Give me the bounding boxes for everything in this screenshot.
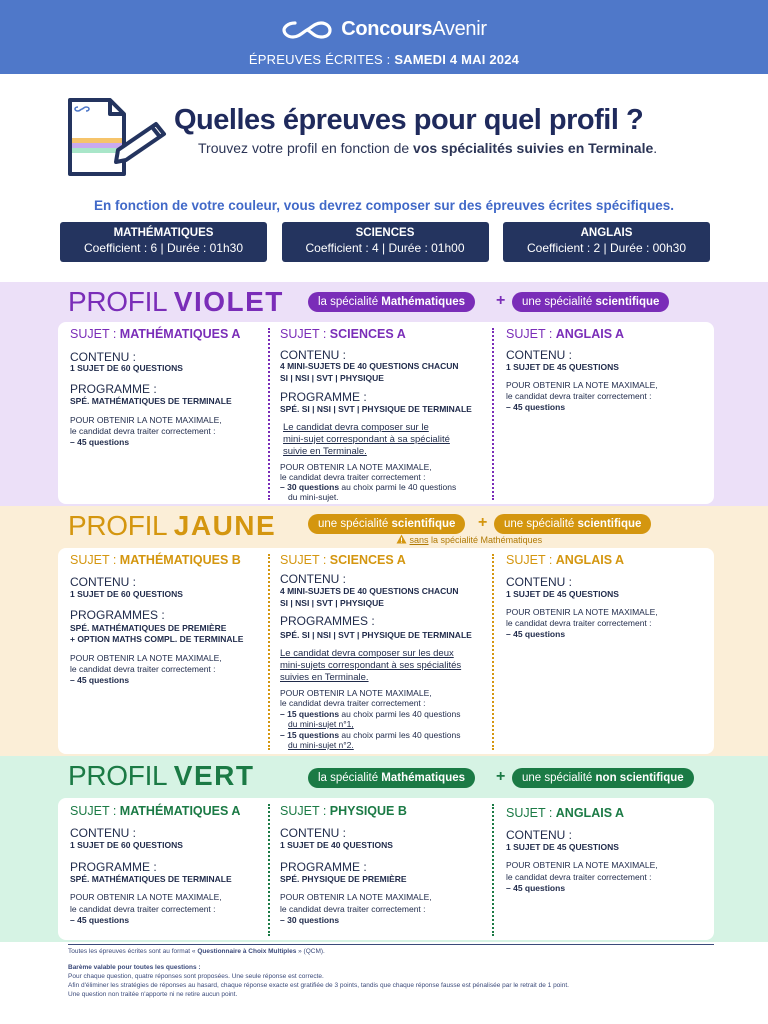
contenu-value: SI | NSI | SVT | PHYSIQUE [280, 373, 384, 383]
note-max-questions: – 30 questions [280, 482, 340, 492]
profile-color-name: JAUNE [173, 510, 277, 541]
document-pen-icon [66, 96, 172, 178]
exam-date-value: SAMEDI 4 MAI 2024 [394, 52, 520, 67]
profile-color-name: VERT [173, 760, 255, 791]
composition-note: Le candidat devra composer sur les deux [280, 648, 454, 659]
programme-label: PROGRAMME : [70, 860, 157, 874]
note-max-line: POUR OBTENIR LA NOTE MAXIMALE, [70, 892, 222, 902]
coef-name: ANGLAIS [580, 227, 633, 239]
contenu-label: CONTENU : [70, 350, 136, 364]
profile-vert-title [68, 760, 254, 792]
profile-jaune-pill-2 [494, 514, 651, 534]
note-max-line: du mini-sujet n°2. [288, 740, 354, 750]
programme-label: PROGRAMMES : [70, 608, 165, 622]
sujet-prefix: SUJET : [280, 804, 330, 818]
programme-label: PROGRAMME : [280, 390, 367, 404]
note-max-questions: – 30 questions [280, 915, 340, 925]
coef-box-anglais [503, 222, 710, 262]
contenu-value: 1 SUJET DE 60 QUESTIONS [70, 363, 183, 373]
header-bar [0, 0, 768, 74]
brand-name-thin: Avenir [432, 18, 487, 40]
sujet-name: SCIENCES A [329, 327, 406, 341]
note-max-line: POUR OBTENIR LA NOTE MAXIMALE, [280, 462, 432, 472]
coef-name: SCIENCES [355, 227, 415, 239]
concoursavenir-logo-icon [281, 19, 333, 41]
note-max-line: POUR OBTENIR LA NOTE MAXIMALE, [70, 653, 222, 663]
sujet-prefix: SUJET : [70, 804, 120, 818]
sujet-title [280, 804, 407, 818]
contenu-label: CONTENU : [506, 348, 572, 362]
column-divider [268, 804, 270, 936]
warning-rest: la spécialité Mathématiques [428, 535, 543, 545]
footer-divider [68, 944, 714, 945]
contenu-value: 1 SUJET DE 40 QUESTIONS [280, 840, 393, 850]
note-max-line: le candidat devra traiter correctement : [70, 426, 216, 436]
note-max-line: du mini-sujet n°1, [288, 719, 354, 729]
note-max-questions: – 45 questions [70, 675, 130, 685]
sujet-name: MATHÉMATIQUES A [119, 804, 241, 818]
sujet-name: MATHÉMATIQUES A [119, 327, 241, 341]
footer-bareme-line: Pour chaque question, quatre réponses sont proposées. Une seule réponse est correcte. [68, 973, 324, 980]
coef-box-math [60, 222, 267, 262]
profile-word: PROFIL [68, 760, 174, 791]
page-title: Quelles épreuves pour quel profil ? [174, 104, 644, 136]
footer-text: » (QCM). [296, 948, 325, 955]
pill-bold: scientifique [391, 518, 456, 530]
sujet-title [280, 553, 406, 567]
profile-word: PROFIL [68, 510, 174, 541]
column-divider [268, 554, 270, 750]
coef-name: MATHÉMATIQUES [113, 227, 214, 239]
profile-jaune-section [0, 506, 768, 756]
footer-bareme-title: Barème valable pour toutes les questions : [68, 964, 201, 971]
brand [0, 18, 768, 41]
profile-violet-pill-1 [308, 292, 475, 312]
subtitle-prefix: Trouvez votre profil en fonction de [198, 140, 414, 156]
sujet-name: PHYSIQUE B [329, 804, 407, 818]
pill-text: une spécialité [318, 518, 392, 530]
brand-name-bold: Concours [341, 18, 433, 40]
contenu-label: CONTENU : [506, 828, 572, 842]
footer-format [68, 948, 325, 957]
programme-value: SPÉ. SI | NSI | SVT | PHYSIQUE DE TERMINALE [280, 630, 472, 640]
profile-jaune-card [58, 548, 714, 754]
contenu-value: 1 SUJET DE 45 QUESTIONS [506, 589, 619, 599]
profile-vert-pill-1 [308, 768, 475, 788]
profile-violet-card [58, 322, 714, 504]
contenu-label: CONTENU : [280, 826, 346, 840]
profile-jaune-title [68, 510, 276, 542]
pill-text: une spécialité [522, 296, 596, 308]
sujet-prefix: SUJET : [280, 327, 330, 341]
subtitle-suffix: . [653, 140, 658, 156]
profile-vert-section [0, 756, 768, 942]
sujet-title [506, 553, 624, 567]
coef-info: Coefficient : 4 | Durée : 01h00 [305, 241, 465, 255]
contenu-label: CONTENU : [70, 575, 136, 589]
note-max-rest: au choix parmi le 40 questions [339, 482, 457, 492]
note-max-line: le candidat devra traiter correctement : [506, 391, 652, 401]
plus-sign: + [496, 768, 506, 785]
sujet-prefix: SUJET : [506, 327, 556, 341]
contenu-value: 1 SUJET DE 60 QUESTIONS [70, 840, 183, 850]
footer-text-bold: Questionnaire à Choix Multiples [197, 948, 297, 955]
profile-jaune-pill-1 [308, 514, 465, 534]
programme-value: SPÉ. SI | NSI | SVT | PHYSIQUE DE TERMINALE [280, 404, 472, 414]
composition-note: suivie en Terminale. [283, 446, 367, 457]
coefficients-row [60, 222, 710, 262]
note-max-questions: – 45 questions [70, 437, 130, 447]
sujet-name: ANGLAIS A [555, 806, 625, 820]
exam-date-prefix: ÉPREUVES ÉCRITES : [248, 52, 395, 67]
column-divider [492, 328, 494, 500]
contenu-value: 4 MINI-SUJETS DE 40 QUESTIONS CHACUN [280, 586, 459, 596]
note-max-line: POUR OBTENIR LA NOTE MAXIMALE, [70, 415, 222, 425]
contenu-value: 4 MINI-SUJETS DE 40 QUESTIONS CHACUN [280, 361, 459, 371]
note-max-line: le candidat devra traiter correctement : [280, 698, 426, 708]
note-max-questions: – 45 questions [506, 883, 566, 893]
coef-box-sciences [282, 222, 489, 262]
sujet-name: MATHÉMATIQUES B [119, 553, 241, 567]
composition-note: suivies en Terminale. [280, 672, 369, 683]
profile-violet-title [68, 286, 284, 318]
column-divider [492, 804, 494, 936]
profile-color-name: VIOLET [173, 286, 284, 317]
subtitle-bold: vos spécialités suivies en Terminale [413, 140, 654, 156]
note-max-rest: au choix parmi les 40 questions [339, 709, 461, 719]
page-subtitle [198, 140, 657, 156]
sujet-title [70, 327, 240, 341]
profile-vert-pill-2 [512, 768, 694, 788]
note-max-questions: – 45 questions [506, 629, 566, 639]
note-max-line: POUR OBTENIR LA NOTE MAXIMALE, [506, 607, 658, 617]
note-max-questions: – 45 questions [70, 915, 130, 925]
note-max-line: POUR OBTENIR LA NOTE MAXIMALE, [280, 892, 432, 902]
programme-label: PROGRAMMES : [280, 614, 375, 628]
pill-text: la spécialité [318, 772, 382, 784]
note-max-questions: – 45 questions [506, 402, 566, 412]
pill-text: une spécialité [504, 518, 578, 530]
sujet-title [506, 806, 624, 820]
programme-value: + OPTION MATHS COMPL. DE TERMINALE [70, 634, 244, 644]
note-max-line: le candidat devra traiter correctement : [506, 618, 652, 628]
contenu-value: 1 SUJET DE 60 QUESTIONS [70, 589, 183, 599]
brand-name [341, 18, 486, 41]
note-max-line: le candidat devra traiter correctement : [506, 872, 652, 882]
warning-icon [396, 534, 407, 544]
sujet-title [280, 327, 406, 341]
sujet-prefix: SUJET : [280, 553, 330, 567]
sujet-prefix: SUJET : [70, 327, 120, 341]
sujet-prefix: SUJET : [70, 553, 120, 567]
plus-sign: + [478, 514, 488, 531]
composition-note: mini-sujets correspondant à ses spécialités [280, 660, 462, 671]
intro-text: En fonction de votre couleur, vous devrez composer sur des épreuves écrites spécifiques. [94, 198, 674, 213]
note-max-line: du mini-sujet. [288, 492, 339, 502]
programme-label: PROGRAMME : [280, 860, 367, 874]
footer-bareme-line: Afin d'éliminer les stratégies de réponses au hasard, chaque réponse exacte est gratifiée de 3 points, tandis que chaque réponse fausse est pénalisée par le retrait de 1 point. [68, 982, 569, 989]
footer-bareme-line: Une question non traitée n'apporte ni ne retire aucun point. [68, 991, 238, 998]
sujet-name: ANGLAIS A [555, 327, 625, 341]
footer-text: Toutes les épreuves écrites sont au format « [68, 948, 198, 955]
note-max-line: POUR OBTENIR LA NOTE MAXIMALE, [280, 688, 432, 698]
note-max-line: le candidat devra traiter correctement : [70, 904, 216, 914]
programme-value: SPÉ. PHYSIQUE DE PREMIÈRE [280, 874, 407, 884]
sujet-name: ANGLAIS A [555, 553, 625, 567]
profile-violet-pill-2 [512, 292, 669, 312]
pill-bold: Mathématiques [381, 296, 466, 308]
profile-vert-card [58, 798, 714, 940]
contenu-value: 1 SUJET DE 45 QUESTIONS [506, 842, 619, 852]
pill-bold: scientifique [595, 296, 660, 308]
column-divider [492, 554, 494, 750]
coef-info: Coefficient : 2 | Durée : 00h30 [527, 241, 686, 255]
sujet-prefix: SUJET : [506, 806, 556, 820]
note-max-questions: – 15 questions [280, 730, 340, 740]
sujet-title [70, 804, 240, 818]
note-max-line: le candidat devra traiter correctement : [280, 472, 426, 482]
warning-note [396, 534, 542, 546]
pill-text: la spécialité [318, 296, 382, 308]
programme-value: SPÉ. MATHÉMATIQUES DE PREMIÈRE [70, 623, 227, 633]
note-max-rest: au choix parmi les 40 questions [339, 730, 461, 740]
note-max-line: POUR OBTENIR LA NOTE MAXIMALE, [506, 380, 658, 390]
note-max-line: le candidat devra traiter correctement : [280, 904, 426, 914]
exam-date [0, 52, 768, 67]
programme-value: SPÉ. MATHÉMATIQUES DE TERMINALE [70, 874, 232, 884]
profile-violet-section [0, 282, 768, 506]
sujet-prefix: SUJET : [506, 553, 556, 567]
contenu-label: CONTENU : [280, 572, 346, 586]
sujet-title [70, 553, 241, 567]
note-max-line: le candidat devra traiter correctement : [70, 664, 216, 674]
programme-value: SPÉ. MATHÉMATIQUES DE TERMINALE [70, 396, 232, 406]
sujet-title [506, 327, 624, 341]
composition-note: mini-sujet correspondant à sa spécialité [283, 434, 450, 445]
pill-bold: non scientifique [595, 772, 684, 784]
contenu-value: 1 SUJET DE 45 QUESTIONS [506, 362, 619, 372]
profile-word: PROFIL [68, 286, 174, 317]
contenu-value: SI | NSI | SVT | PHYSIQUE [280, 598, 384, 608]
composition-note: Le candidat devra composer sur le [283, 422, 429, 433]
column-divider [268, 328, 270, 500]
pill-text: une spécialité [522, 772, 596, 784]
plus-sign: + [496, 292, 506, 309]
programme-label: PROGRAMME : [70, 382, 157, 396]
note-max-line: POUR OBTENIR LA NOTE MAXIMALE, [506, 860, 658, 870]
coef-info: Coefficient : 6 | Durée : 01h30 [84, 241, 243, 255]
warning-underline: sans [409, 535, 429, 545]
contenu-label: CONTENU : [280, 348, 346, 362]
sujet-name: SCIENCES A [329, 553, 406, 567]
pill-bold: scientifique [577, 518, 642, 530]
contenu-label: CONTENU : [70, 826, 136, 840]
contenu-label: CONTENU : [506, 575, 572, 589]
note-max-questions: – 15 questions [280, 709, 340, 719]
pill-bold: Mathématiques [381, 772, 466, 784]
